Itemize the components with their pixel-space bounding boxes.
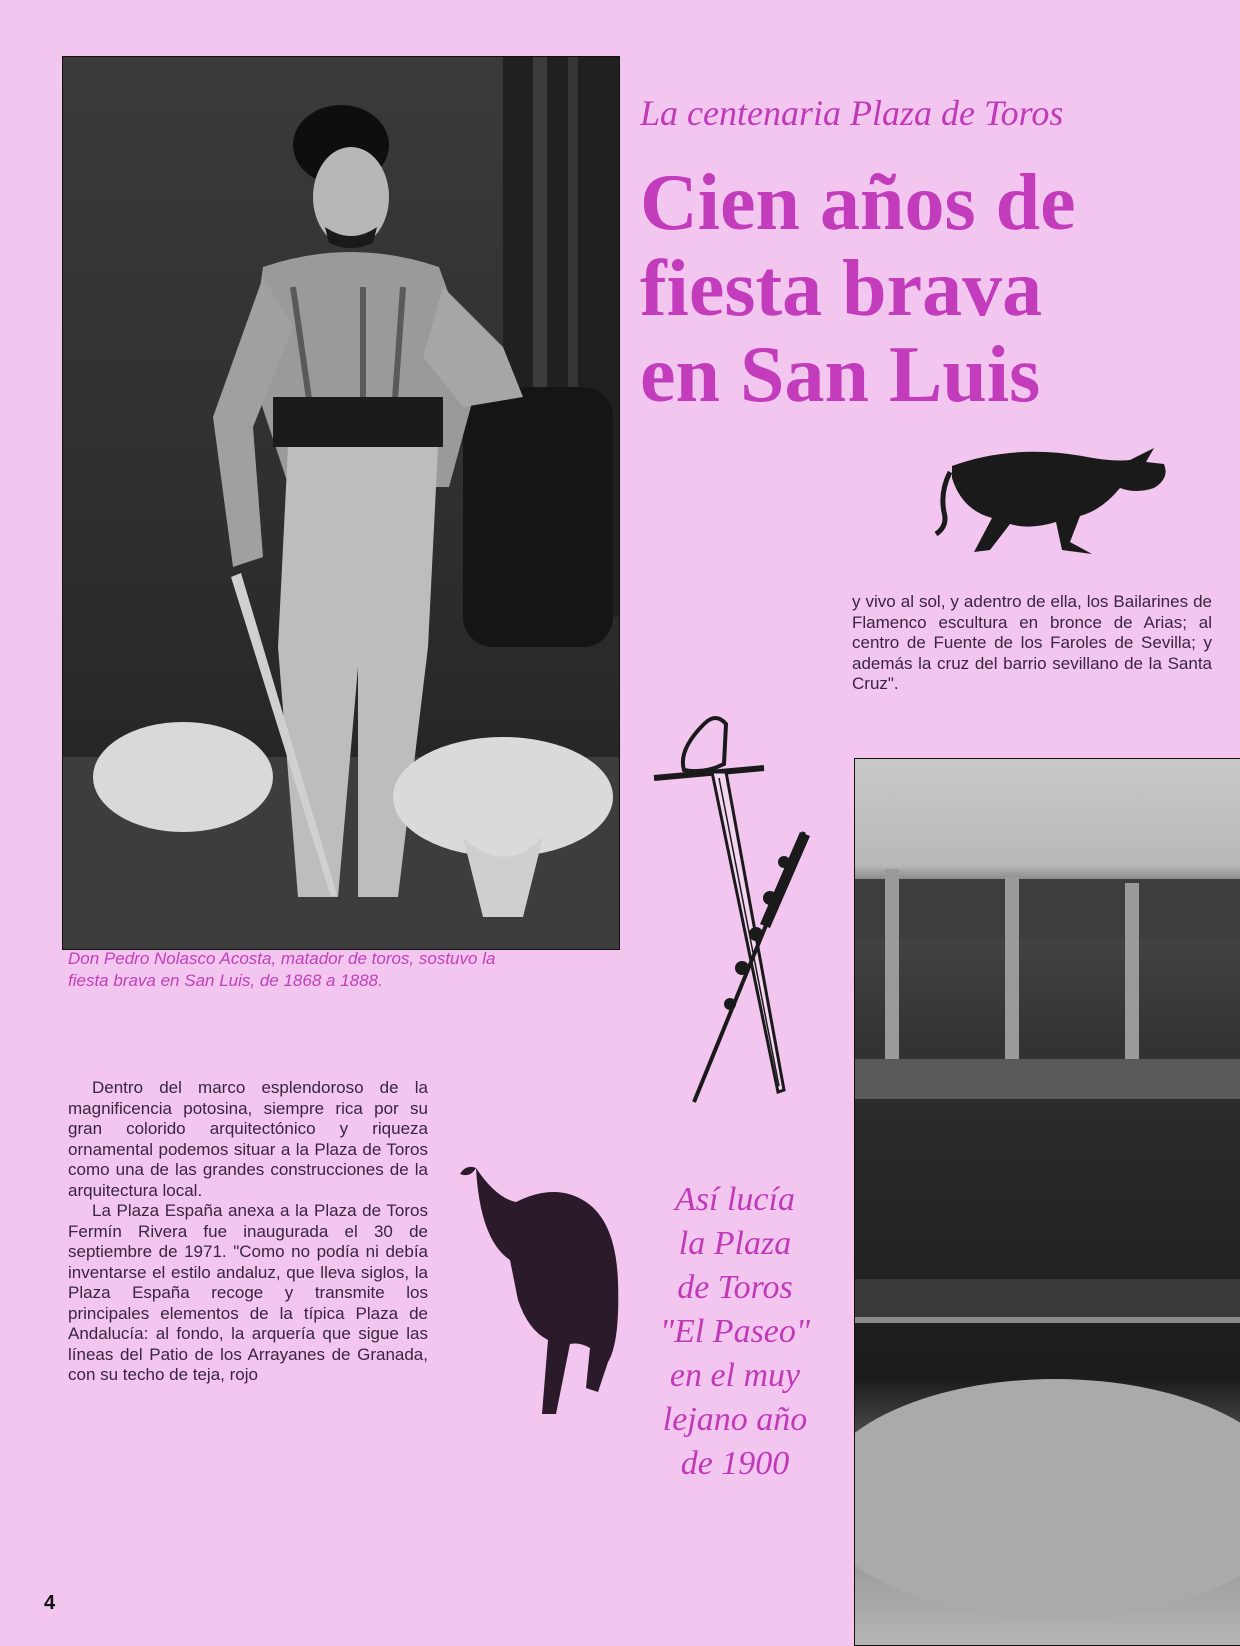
matador-portrait-photo: [62, 56, 620, 950]
article-kicker: La centenaria Plaza de Toros: [640, 93, 1064, 133]
article-body-continuation: [852, 592, 1212, 695]
bull-standing-icon: [456, 1158, 626, 1408]
quote-line: Así lucía: [675, 1181, 795, 1218]
headline-line: en San Luis: [640, 331, 1041, 419]
caption-line: fiesta brava en San Luis, de 1868 a 1888.: [68, 971, 383, 990]
quote-line: en el muy: [669, 1357, 801, 1394]
article-headline: [640, 160, 1200, 418]
quote-line: la Plaza: [678, 1225, 792, 1262]
plaza-de-toros-1900-photo: [854, 758, 1240, 1646]
quote-line: de Toros: [677, 1269, 793, 1306]
photo-sidebar-quote: [640, 1178, 830, 1486]
headline-line: fiesta brava: [640, 245, 1043, 333]
quote-line: lejano año: [662, 1401, 808, 1438]
article-body: [68, 1078, 428, 1386]
quote-line: "El Paseo": [659, 1313, 811, 1350]
paragraph: La Plaza España anexa a la Plaza de Toros Fermín Rivera fue inaugurada el 30 de septiembre de 1971. "Como no podía ni debía inventarse el estilo andaluz, que lleva siglos, la Plaza España recoge y transmite los principales elementos de la típica Plaza de Andalucía: al fondo, la arquería que sigue las líneas del Patio de los Arrayanes de Granada, con su techo de teja, rojo: [68, 1201, 428, 1384]
headline-line: Cien años de: [640, 159, 1076, 247]
caption-line: Don Pedro Nolasco Acosta, matador de toros, sostuvo la: [68, 949, 496, 968]
quote-line: de 1900: [680, 1445, 790, 1482]
page-number: 4: [44, 1592, 56, 1614]
portrait-caption: [68, 948, 628, 992]
bull-running-icon: [928, 432, 1178, 572]
paragraph: Dentro del marco esplendoroso de la magnificencia potosina, siempre rica por su gran colorido arquitectónico y riqueza ornamental podemos situar a la Plaza de Toros como una de las grandes construcciones de la arquitectura local.: [68, 1078, 428, 1200]
sword-and-banderilla-icon: [644, 712, 824, 1112]
paragraph: y vivo al sol, y adentro de ella, los Bailarines de Flamenco escultura en bronce de Arias; al centro de Fuente de los Faroles de Sevilla; y además la cruz del barrio sevillano de la Santa Cruz".: [852, 592, 1212, 693]
